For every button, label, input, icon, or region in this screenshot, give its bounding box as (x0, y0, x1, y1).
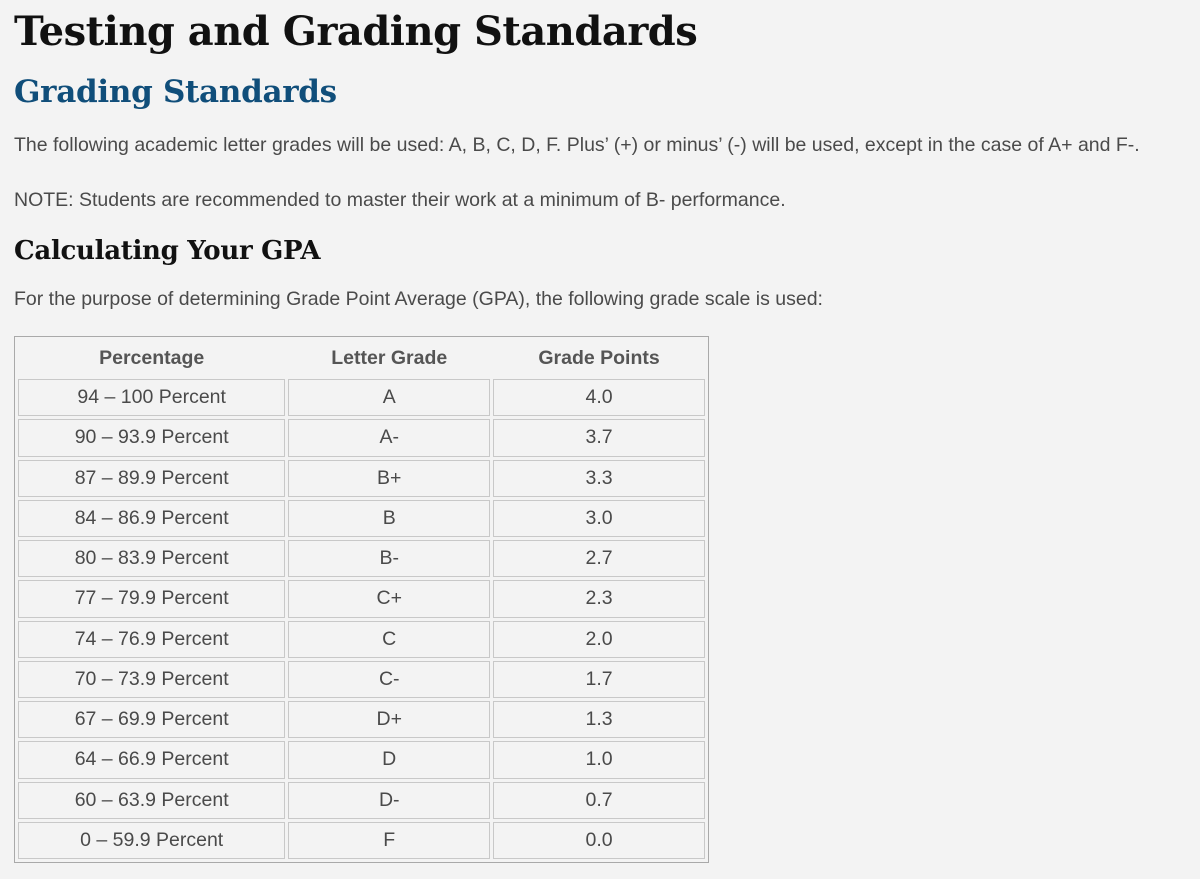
cell-percentage: 74 – 76.9 Percent (18, 621, 285, 658)
cell-letter-grade: D- (288, 782, 490, 819)
table-row (18, 500, 705, 537)
table-header-row (18, 340, 705, 376)
cell-percentage: 94 – 100 Percent (18, 379, 285, 416)
letter-grades-paragraph: The following academic letter grades will be used: A, B, C, D, F. Plus’ (+) or minus’ (-) will be used, except in the case of A+ and F-. (14, 134, 1140, 156)
table-body (18, 379, 705, 859)
table-row (18, 741, 705, 778)
cell-letter-grade: A (288, 379, 490, 416)
cell-grade-points: 0.7 (493, 782, 705, 819)
table-row (18, 580, 705, 617)
table-row (18, 782, 705, 819)
table-row (18, 822, 705, 859)
cell-percentage: 60 – 63.9 Percent (18, 782, 285, 819)
table-row (18, 460, 705, 497)
cell-grade-points: 3.7 (493, 419, 705, 456)
header-grade-points: Grade Points (538, 346, 660, 369)
table-row (18, 621, 705, 658)
cell-grade-points: 1.3 (493, 701, 705, 738)
page-title: Testing and Grading Standards (14, 8, 698, 55)
cell-percentage: 70 – 73.9 Percent (18, 661, 285, 698)
table-row (18, 661, 705, 698)
cell-grade-points: 3.3 (493, 460, 705, 497)
table-row (18, 379, 705, 416)
table-row (18, 701, 705, 738)
cell-grade-points: 1.0 (493, 741, 705, 778)
cell-percentage: 84 – 86.9 Percent (18, 500, 285, 537)
header-letter-grade: Letter Grade (331, 346, 448, 369)
grade-scale-table (14, 336, 709, 863)
cell-percentage: 64 – 66.9 Percent (18, 741, 285, 778)
cell-percentage: 67 – 69.9 Percent (18, 701, 285, 738)
section-title-calculating-gpa: Calculating Your GPA (14, 236, 321, 266)
cell-percentage: 90 – 93.9 Percent (18, 419, 285, 456)
cell-letter-grade: B- (288, 540, 490, 577)
section-title-grading-standards: Grading Standards (14, 74, 337, 110)
cell-percentage: 0 – 59.9 Percent (18, 822, 285, 859)
cell-letter-grade: B+ (288, 460, 490, 497)
cell-letter-grade: B (288, 500, 490, 537)
cell-letter-grade: F (288, 822, 490, 859)
cell-letter-grade: D (288, 741, 490, 778)
note-paragraph: NOTE: Students are recommended to master their work at a minimum of B- performance. (14, 189, 786, 211)
cell-letter-grade: A- (288, 419, 490, 456)
cell-grade-points: 2.3 (493, 580, 705, 617)
cell-grade-points: 2.0 (493, 621, 705, 658)
cell-percentage: 80 – 83.9 Percent (18, 540, 285, 577)
table-row (18, 540, 705, 577)
cell-grade-points: 4.0 (493, 379, 705, 416)
cell-grade-points: 1.7 (493, 661, 705, 698)
header-percentage: Percentage (99, 346, 205, 369)
cell-grade-points: 2.7 (493, 540, 705, 577)
gpa-intro-paragraph: For the purpose of determining Grade Point Average (GPA), the following grade scale is used: (14, 288, 823, 310)
cell-percentage: 77 – 79.9 Percent (18, 580, 285, 617)
cell-letter-grade: C+ (288, 580, 490, 617)
table-row (18, 419, 705, 456)
cell-percentage: 87 – 89.9 Percent (18, 460, 285, 497)
cell-letter-grade: C (288, 621, 490, 658)
cell-letter-grade: D+ (288, 701, 490, 738)
cell-letter-grade: C- (288, 661, 490, 698)
cell-grade-points: 3.0 (493, 500, 705, 537)
cell-grade-points: 0.0 (493, 822, 705, 859)
